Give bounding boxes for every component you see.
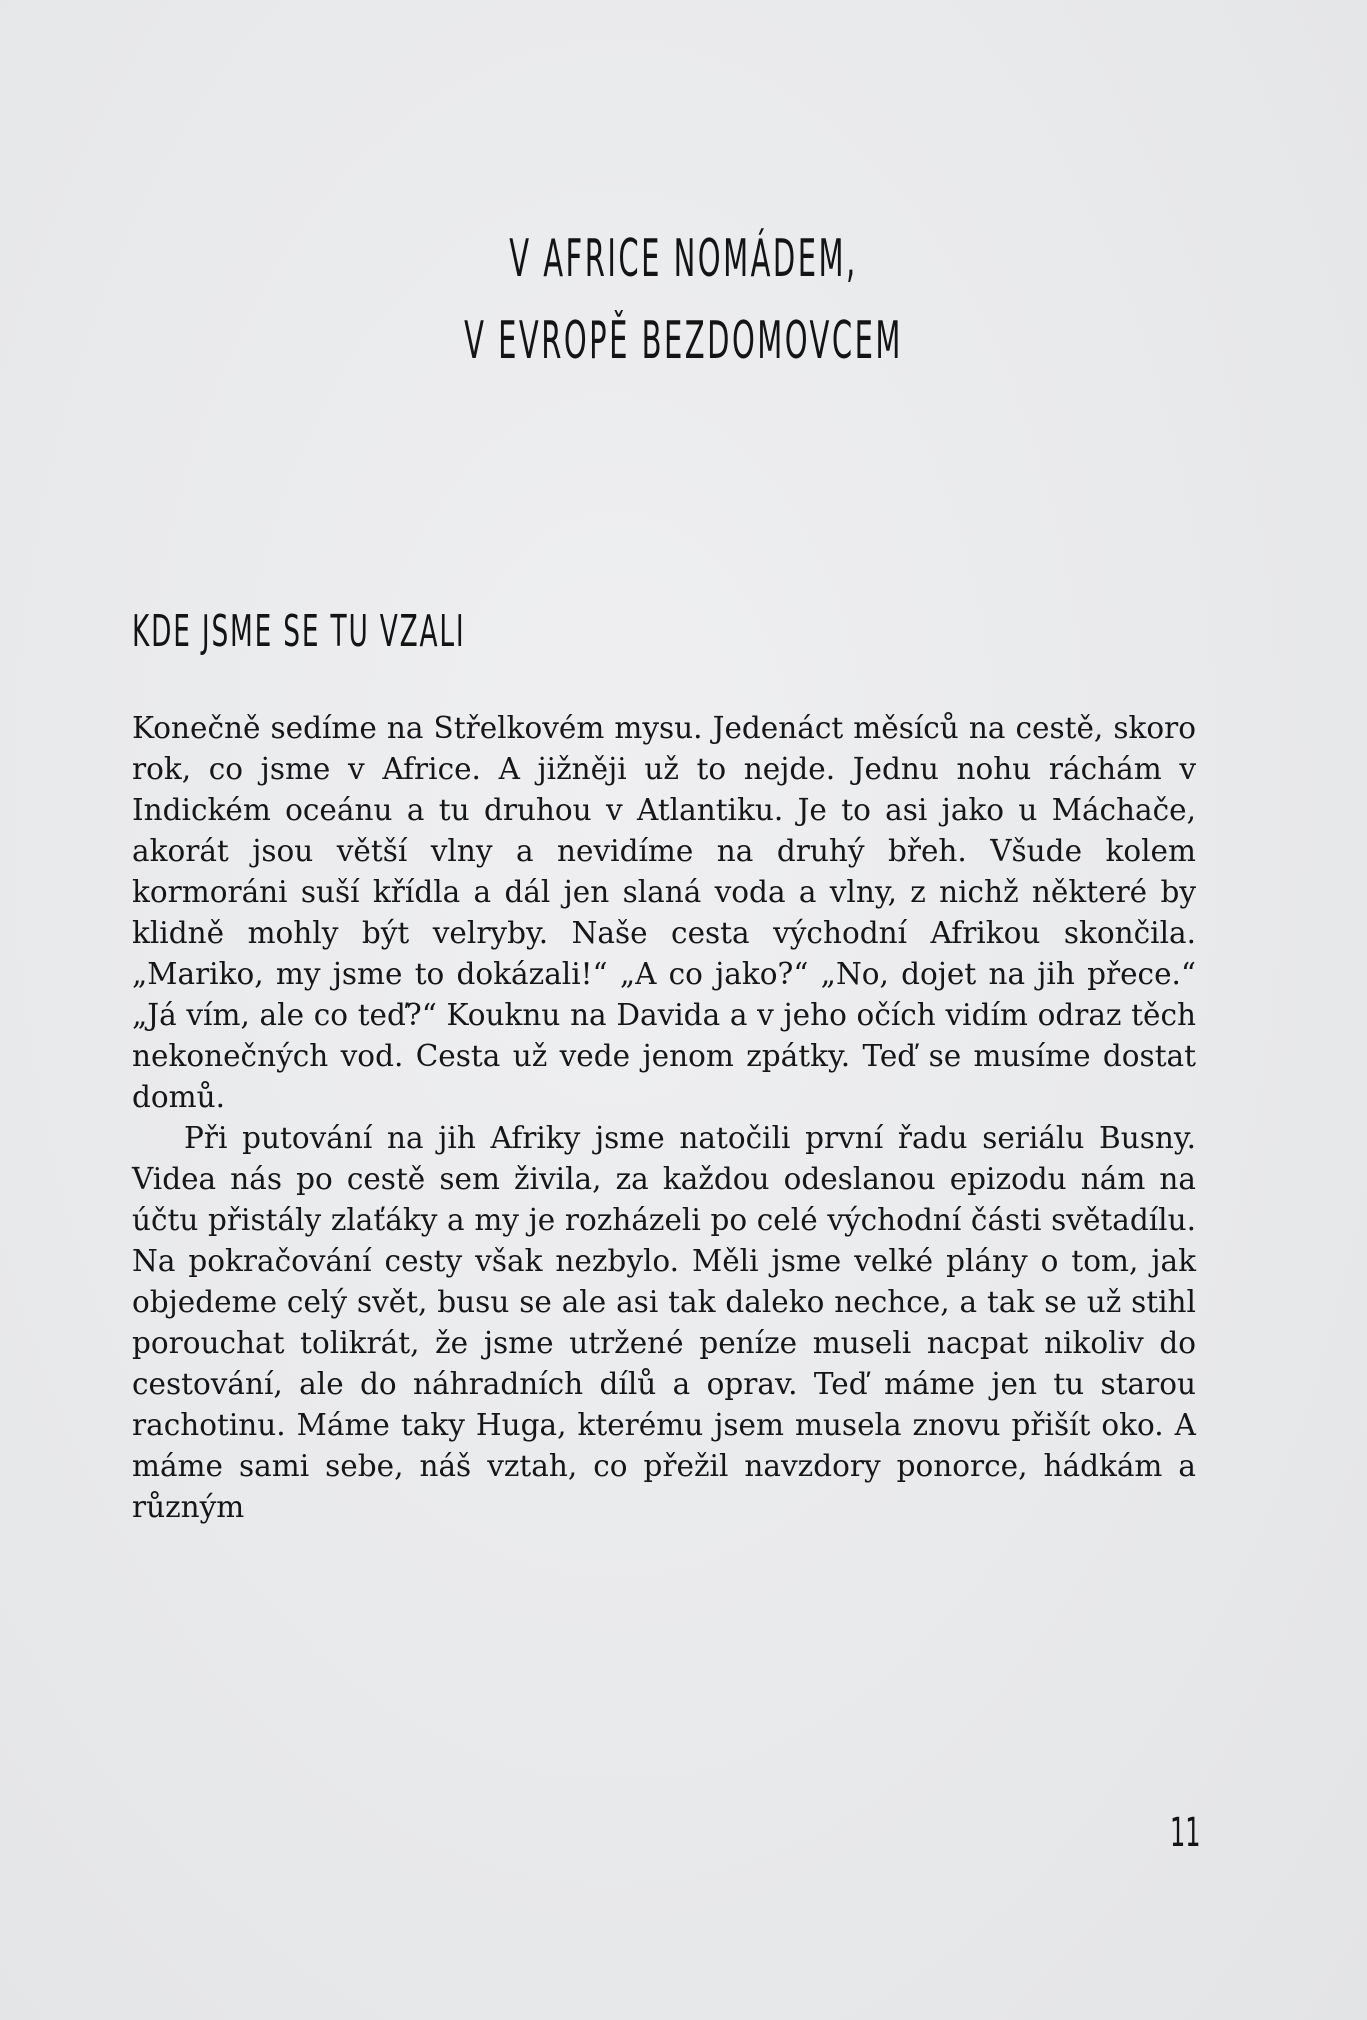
chapter-title-line-1: V AFRICE NOMÁDEM, bbox=[509, 229, 858, 289]
page-number: 11 bbox=[1170, 1810, 1201, 1856]
paragraph-2: Při putování na jih Afriky jsme natočili první řadu seriálu Busny. Videa nás po cestě sem živila, za každou odeslanou epizodu nám na účtu přistály zlaťáky a my je rozházeli po celé východní části světadílu. Na pokračování cesty však nezbylo. Měli jsme velké plány o tom, jak objedeme celý svět, busu se ale asi tak daleko nechce, a tak se už stihl porouchat tolikrát, že jsme utržené peníze museli nacpat nikoliv do cestování, ale do náhradních dílů a oprav. Teď máme jen tu starou rachotinu. Máme taky Huga, kterému jsem musela znovu přišít oko. A máme sami sebe, náš vztah, co přežil navzdory ponorce, hádkám a různým bbox=[132, 1121, 1196, 1524]
chapter-title bbox=[0, 218, 1367, 382]
paragraph-1: Konečně sedíme na Střelkovém mysu. Jedenáct měsíců na cestě, skoro rok, co jsme v Africe. A jižněji už to nejde. Jednu nohu ráchám v Indickém oceánu a tu druhou v Atlantiku. Je to asi jako u Máchače, akorát jsou větší vlny a nevidíme na druhý břeh. Všude kolem kormoráni suší křídla a dál jen slaná voda a vlny, z nichž některé by klidně mohly být velryby. Naše cesta východní Afrikou skončila. „Mariko, my jsme to dokázali!“ „A co jako?“ „No, dojet na jih přece.“ „Já vím, ale co teď?“ Kouknu na Davida a v jeho očích vidím odraz těch nekonečných vod. Cesta už vede jenom zpátky. Teď se musíme dostat domů. bbox=[132, 711, 1196, 1114]
section-title: KDE JSME SE TU VZALI bbox=[132, 606, 466, 657]
body-text bbox=[132, 708, 1196, 1528]
chapter-title-line-2: V EVROPĚ BEZDOMOVCEM bbox=[464, 311, 903, 371]
